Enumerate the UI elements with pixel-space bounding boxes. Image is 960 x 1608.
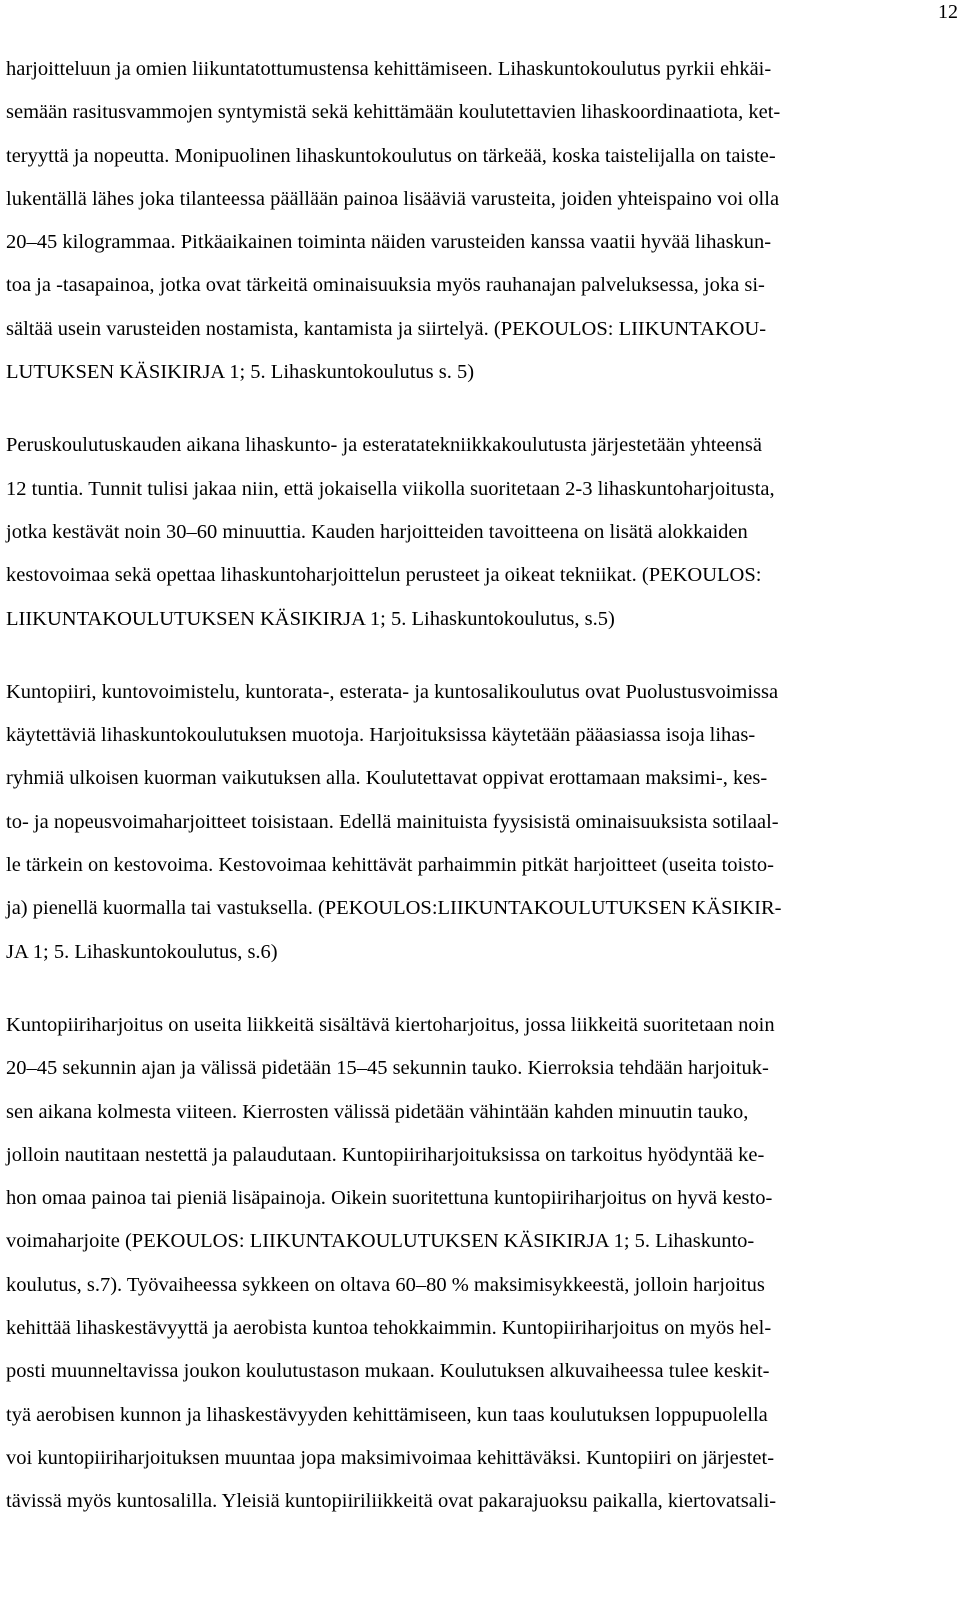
text-line: 20–45 sekunnin ajan ja välissä pidetään 15–45 sekunnin tauko. Kierroksia tehdään harjoituk- bbox=[6, 1057, 769, 1080]
document-body bbox=[6, 48, 936, 1554]
text-line: voimaharjoite (PEKOULOS: LIIKUNTAKOULUTUKSEN KÄSIKIRJA 1; 5. Lihaskunto- bbox=[6, 1230, 755, 1253]
text-line: Kuntopiiriharjoitus on useita liikkeitä sisältävä kiertoharjoitus, jossa liikkeitä suoritetaan noin bbox=[6, 1013, 775, 1036]
paragraph bbox=[6, 671, 936, 974]
text-line: hon omaa painoa tai pieniä lisäpainoja. Oikein suoritettuna kuntopiiriharjoitus on hyvä kesto- bbox=[6, 1187, 773, 1210]
text-line: lukentällä lähes joka tilanteessa päällään painoa lisääviä varusteita, joiden yhteispaino voi olla bbox=[6, 187, 780, 210]
paragraph bbox=[6, 424, 936, 640]
text-line: jotka kestävät noin 30–60 minuuttia. Kauden harjoitteiden tavoitteena on lisätä alokkaiden bbox=[6, 520, 748, 543]
text-line: tyä aerobisen kunnon ja lihaskestävyyden kehittämiseen, kun taas koulutuksen loppupuolella bbox=[6, 1403, 768, 1426]
paragraph bbox=[6, 48, 936, 394]
text-line: tävissä myös kuntosalilla. Yleisiä kuntopiiriliikkeitä ovat pakarajuoksu paikalla, kiertovatsali- bbox=[6, 1490, 777, 1513]
text-line: LIIKUNTAKOULUTUKSEN KÄSIKIRJA 1; 5. Lihaskuntokoulutus, s.5) bbox=[6, 607, 615, 630]
text-line: to- ja nopeusvoimaharjoitteet toisistaan. Edellä mainituista fyysisistä ominaisuuksista sotilaal- bbox=[6, 810, 779, 833]
text-line: sältää usein varusteiden nostamista, kantamista ja siirtelyä. (PEKOULOS: LIIKUNTAKOU- bbox=[6, 317, 767, 340]
text-line: sen aikana kolmesta viiteen. Kierrosten välissä pidetään vähintään kahden minuutin tauko, bbox=[6, 1100, 749, 1123]
text-line: kehittää lihaskestävyyttä ja aerobista kuntoa tehokkaimmin. Kuntopiiriharjoitus on myös hel- bbox=[6, 1317, 772, 1340]
text-line: koulutus, s.7). Työvaiheessa sykkeen on oltava 60–80 % maksimisykkeestä, jolloin harjoitus bbox=[6, 1273, 765, 1296]
text-line: LUTUKSEN KÄSIKIRJA 1; 5. Lihaskuntokoulutus s. 5) bbox=[6, 361, 475, 384]
paragraph bbox=[6, 1004, 936, 1524]
text-line: voi kuntopiiriharjoituksen muuntaa jopa maksimivoimaa kehittäväksi. Kuntopiiri on järjestet- bbox=[6, 1446, 775, 1469]
text-line: teryyttä ja nopeutta. Monipuolinen lihaskuntokoulutus on tärkeää, koska taistelijalla on taiste- bbox=[6, 144, 776, 167]
text-line: jolloin nautitaan nestettä ja palaudutaan. Kuntopiiriharjoituksissa on tarkoitus hyödyntää ke- bbox=[6, 1143, 765, 1166]
text-line: kestovoimaa sekä opettaa lihaskuntoharjoittelun perusteet ja oikeat tekniikat. (PEKOULOS: bbox=[6, 564, 762, 587]
text-line: semään rasitusvammojen syntymistä sekä kehittämään koulutettavien lihaskoordinaatiota, ket- bbox=[6, 101, 781, 124]
text-line: ryhmiä ulkoisen kuorman vaikutuksen alla. Koulutettavat oppivat erottamaan maksimi-, kes- bbox=[6, 767, 768, 790]
text-line: toa ja -tasapainoa, jotka ovat tärkeitä ominaisuuksia myös rauhanajan palveluksessa, joka si- bbox=[6, 274, 765, 297]
text-line: Peruskoulutuskauden aikana lihaskunto- ja esteratatekniikkakoulutusta järjestetään yhteensä bbox=[6, 434, 762, 457]
text-line: posti muunneltavissa joukon koulutustason mukaan. Koulutuksen alkuvaiheessa tulee keskit- bbox=[6, 1360, 770, 1383]
text-line: le tärkein on kestovoima. Kestovoimaa kehittävät parhaimmin pitkät harjoitteet (useita toisto- bbox=[6, 854, 774, 877]
text-line: 12 tuntia. Tunnit tulisi jakaa niin, että jokaisella viikolla suoritetaan 2-3 lihaskuntoharjoitusta, bbox=[6, 477, 775, 500]
text-line: käytettäviä lihaskuntokoulutuksen muotoja. Harjoituksissa käytetään pääasiassa isoja lihas- bbox=[6, 724, 756, 747]
text-line: harjoitteluun ja omien liikuntatottumustensa kehittämiseen. Lihaskuntokoulutus pyrkii ehkäi- bbox=[6, 58, 772, 80]
text-line: Kuntopiiri, kuntovoimistelu, kuntorata-, esterata- ja kuntosalikoulutus ovat Puolustusvoimissa bbox=[6, 680, 779, 703]
text-line: ja) pienellä kuormalla tai vastuksella. (PEKOULOS:LIIKUNTAKOULUTUKSEN KÄSIKIR- bbox=[6, 897, 782, 920]
text-line: JA 1; 5. Lihaskuntokoulutus, s.6) bbox=[6, 940, 278, 963]
text-line: 20–45 kilogrammaa. Pitkäaikainen toiminta näiden varusteiden kanssa vaatii hyvää lihaskun- bbox=[6, 231, 772, 254]
page-number: 12 bbox=[938, 1, 958, 23]
